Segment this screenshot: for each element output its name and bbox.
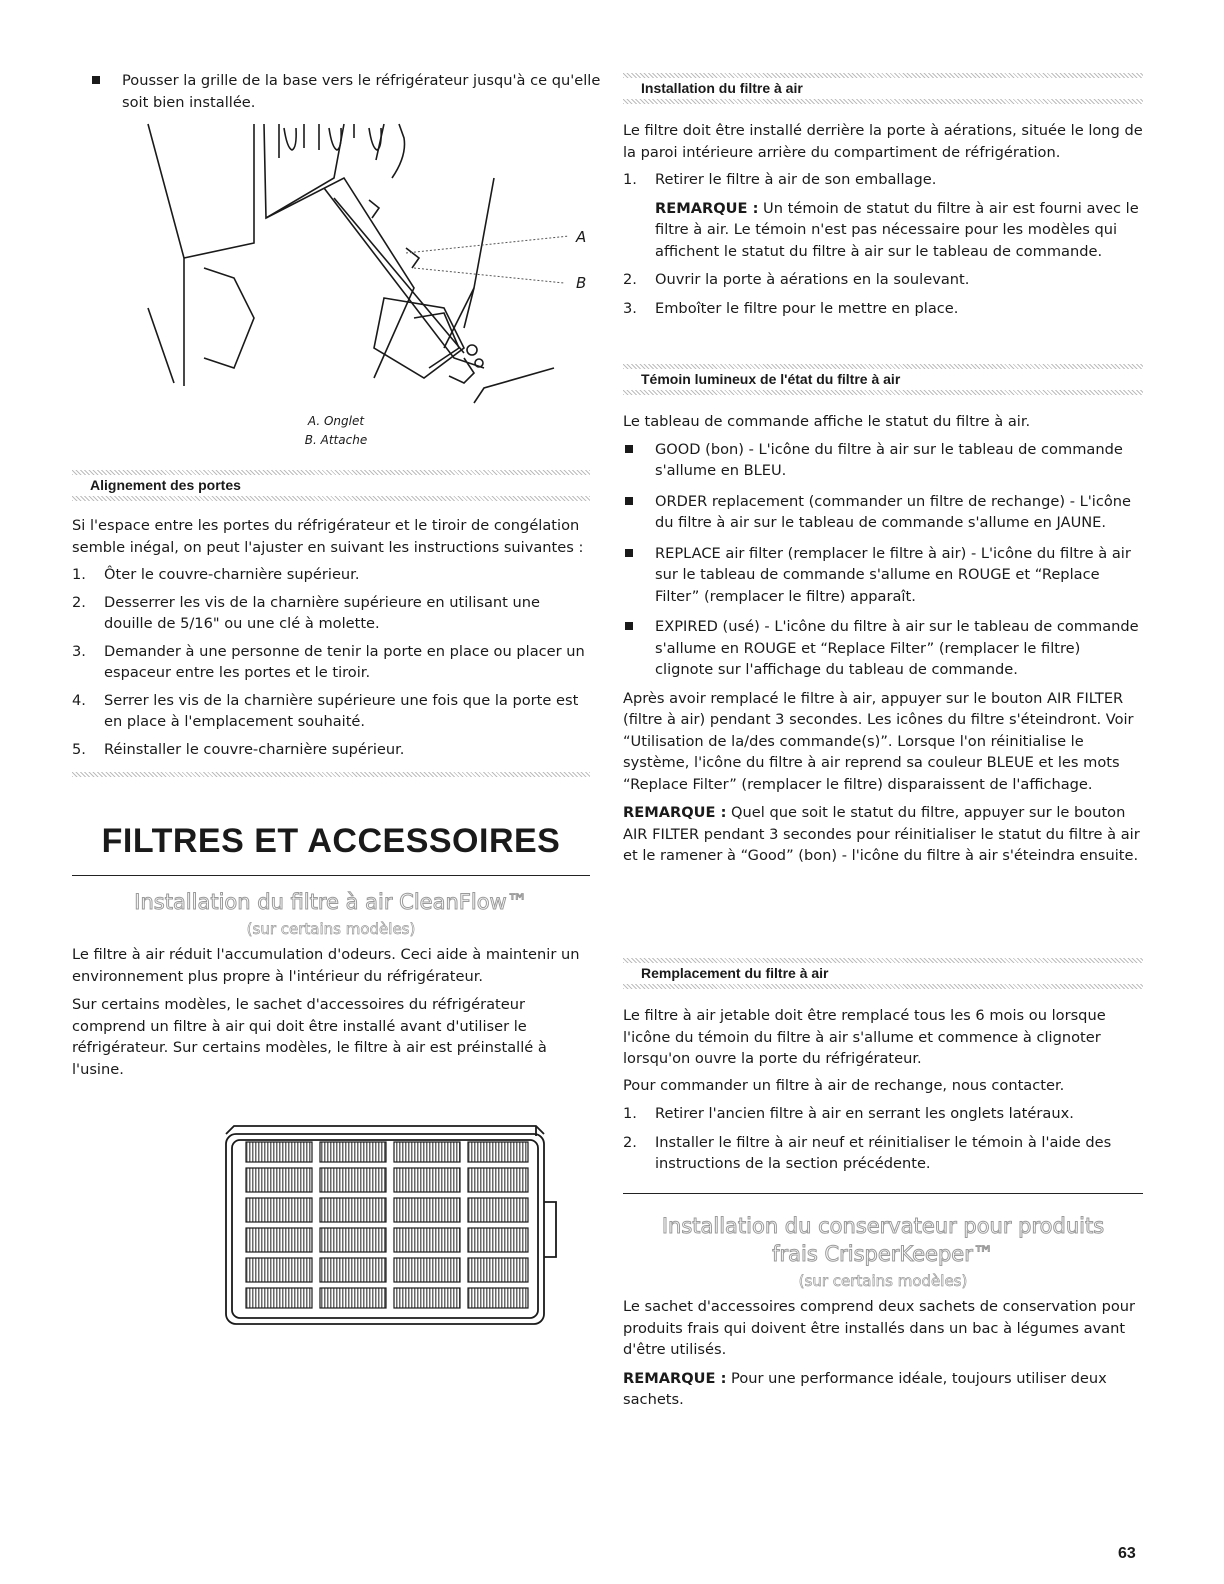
list-item: 3. Demander à une personne de tenir la porte en place ou placer un espaceur entre les portes et le tiroir. (72, 642, 585, 681)
replacement-heading: Remplacement du filtre à air (641, 965, 829, 981)
crisper-subtitle: (sur certains modèles) (798, 1272, 968, 1290)
cleanflow-para-2: Sur certains modèles, le sachet d'accessoires du réfrigérateur comprend un filtre à air qui doit être installé avant d'utiliser le réfrigérateur. Sur certains modèles, le filtre à air est préinstallé à l'usine. (72, 996, 547, 1078)
indicator-intro: Le tableau de commande affiche le statut du filtre à air. (623, 413, 1031, 430)
list-item: 1. Retirer l'ancien filtre à air en serrant les onglets latéraux. (623, 1105, 1074, 1122)
install-intro: Le filtre doit être installé derrière la porte à aérations, située le long de la paroi intérieure arrière du compartiment de réfrigération. (623, 122, 1143, 161)
filters-section (72, 822, 590, 1080)
list-item: 3. Emboîter le filtre pour le mettre en place. (623, 299, 959, 317)
list-item: EXPIRED (usé) - L'icône du filtre à air sur le tableau de commande s'allume en ROUGE et “Replace Filter” (remplacer le filtre) clignote sur l'affichage du tableau de commande. (623, 616, 1143, 681)
callout-b: B (576, 274, 587, 292)
list-item: 1. Retirer le filtre à air de son emballage. (623, 171, 937, 188)
indicator-para: Après avoir remplacé le filtre à air, appuyer sur le bouton AIR FILTER (filtre à air) pendant 3 secondes. Les icônes du filtre s'éteindront. Voir “Utilisation de la/des commande(s)”. Lorsque l'on réinitialise le système, l'icône du filtre à air reprend sa couleur BLEUE et les mots “Replace Filter” (remplacer le filtre) disparaissent de l'affichage. (623, 689, 1134, 793)
intro-bullet: Pousser la grille de la base vers le réfrigérateur jusqu'à ce qu'elle soit bien installée. (90, 70, 608, 113)
list-item: 2. Ouvrir la porte à aérations en la soulevant. (623, 271, 970, 288)
hatch-divider (623, 390, 1143, 395)
crisper-note: REMARQUE : Pour une performance idéale, toujours utiliser deux sachets. (623, 1369, 1107, 1408)
caption-a: A. Onglet (307, 414, 365, 428)
air-filter-illustration (156, 1112, 556, 1332)
list-item: 2. Installer le filtre à air neuf et réinitialiser le témoin à l'aide des instructions de la section précédente. (623, 1133, 1112, 1172)
install-heading: Installation du filtre à air (641, 80, 803, 96)
page-number: 63 (1118, 1545, 1136, 1562)
indicator-note: REMARQUE : Quel que soit le statut du filtre, appuyer sur le bouton AIR FILTER pendant 3 secondes pour réinitialiser le statut du filtre à air et le ramener à “Good” (bon) - l'icône du filtre à air s'éteindra ensuite. (623, 804, 1140, 864)
caption-b: B. Attache (304, 433, 368, 447)
list-item: 5. Réinstaller le couvre-charnière supérieur. (72, 740, 405, 758)
door-alignment-section (72, 470, 590, 777)
hatch-divider (623, 99, 1143, 104)
title-rule (72, 875, 590, 876)
cleanflow-para-1: Le filtre à air réduit l'accumulation d'odeurs. Ceci aide à maintenir un environnement plus propre à l'intérieur du réfrigérateur. (72, 946, 580, 985)
section-title: FILTRES ET ACCESSOIRES (101, 822, 561, 860)
list-item: REPLACE air filter (remplacer le filtre à air) - L'icône du filtre à air sur le tableau de commande s'allume en ROUGE et “Replace Filter” (remplacer le filtre) apparaît. (623, 543, 1143, 608)
hatch-divider (623, 984, 1143, 989)
install-section (623, 73, 1143, 319)
crisper-para: Le sachet d'accessoires comprend deux sachets de conservation pour produits frais qui doivent être installés dans un bac à légumes avant d'être utilisés. (623, 1298, 1136, 1358)
hatch-divider (72, 772, 590, 777)
door-alignment-heading: Alignement des portes (90, 477, 241, 493)
cleanflow-subtitle: (sur certains modèles) (246, 920, 416, 938)
door-alignment-intro: Si l'espace entre les portes du réfrigérateur et le tiroir de congélation semble inégal, on peut l'ajuster en suivant les instructions suivantes : (72, 517, 584, 556)
crisper-title-line-1: Installation du conservateur pour produits (661, 1214, 1105, 1238)
figure-captions (72, 412, 590, 450)
replacement-para-1: Le filtre à air jetable doit être remplacé tous les 6 mois ou lorsque l'icône du témoin du filtre à air s'allume et commence à clignoter lorsqu'on ouvre la porte du réfrigérateur. (623, 1007, 1106, 1067)
cleanflow-title: Installation du filtre à air CleanFlow™ (134, 890, 528, 914)
list-item: 2. Desserrer les vis de la charnière supérieure en utilisant une douille de 5/16" ou une clé à molette. (72, 593, 541, 632)
install-note: REMARQUE : Un témoin de statut du filtre à air est fourni avec le filtre à air. Le témoin n'est pas nécessaire pour les modèles qui affichent le statut du filtre à air sur le tableau de commande. (655, 199, 1139, 260)
indicator-section (623, 364, 1143, 867)
replacement-section (623, 958, 1143, 1175)
hatch-divider (72, 496, 590, 501)
list-item: ORDER replacement (commander un filtre de rechange) - L'icône du filtre à air sur le tableau de commande s'allume en JAUNE. (623, 491, 1143, 534)
base-grille-illustration (144, 118, 587, 418)
callout-a: A (576, 228, 587, 246)
crisper-section (623, 1193, 1143, 1411)
list-item: GOOD (bon) - L'icône du filtre à air sur le tableau de commande s'allume en BLEU. (623, 439, 1143, 482)
door-alignment-steps (72, 564, 590, 760)
list-item: 1. Ôter le couvre-charnière supérieur. (72, 566, 360, 583)
section-rule (623, 1193, 1143, 1194)
list-item: 4. Serrer les vis de la charnière supérieure une fois que la porte est en place à l'emplacement souhaité. (72, 691, 579, 730)
indicator-heading: Témoin lumineux de l'état du filtre à air (641, 371, 901, 387)
crisper-title-line-2: frais CrisperKeeper™ (772, 1242, 994, 1266)
replacement-para-2: Pour commander un filtre à air de rechange, nous contacter. (623, 1076, 1065, 1094)
